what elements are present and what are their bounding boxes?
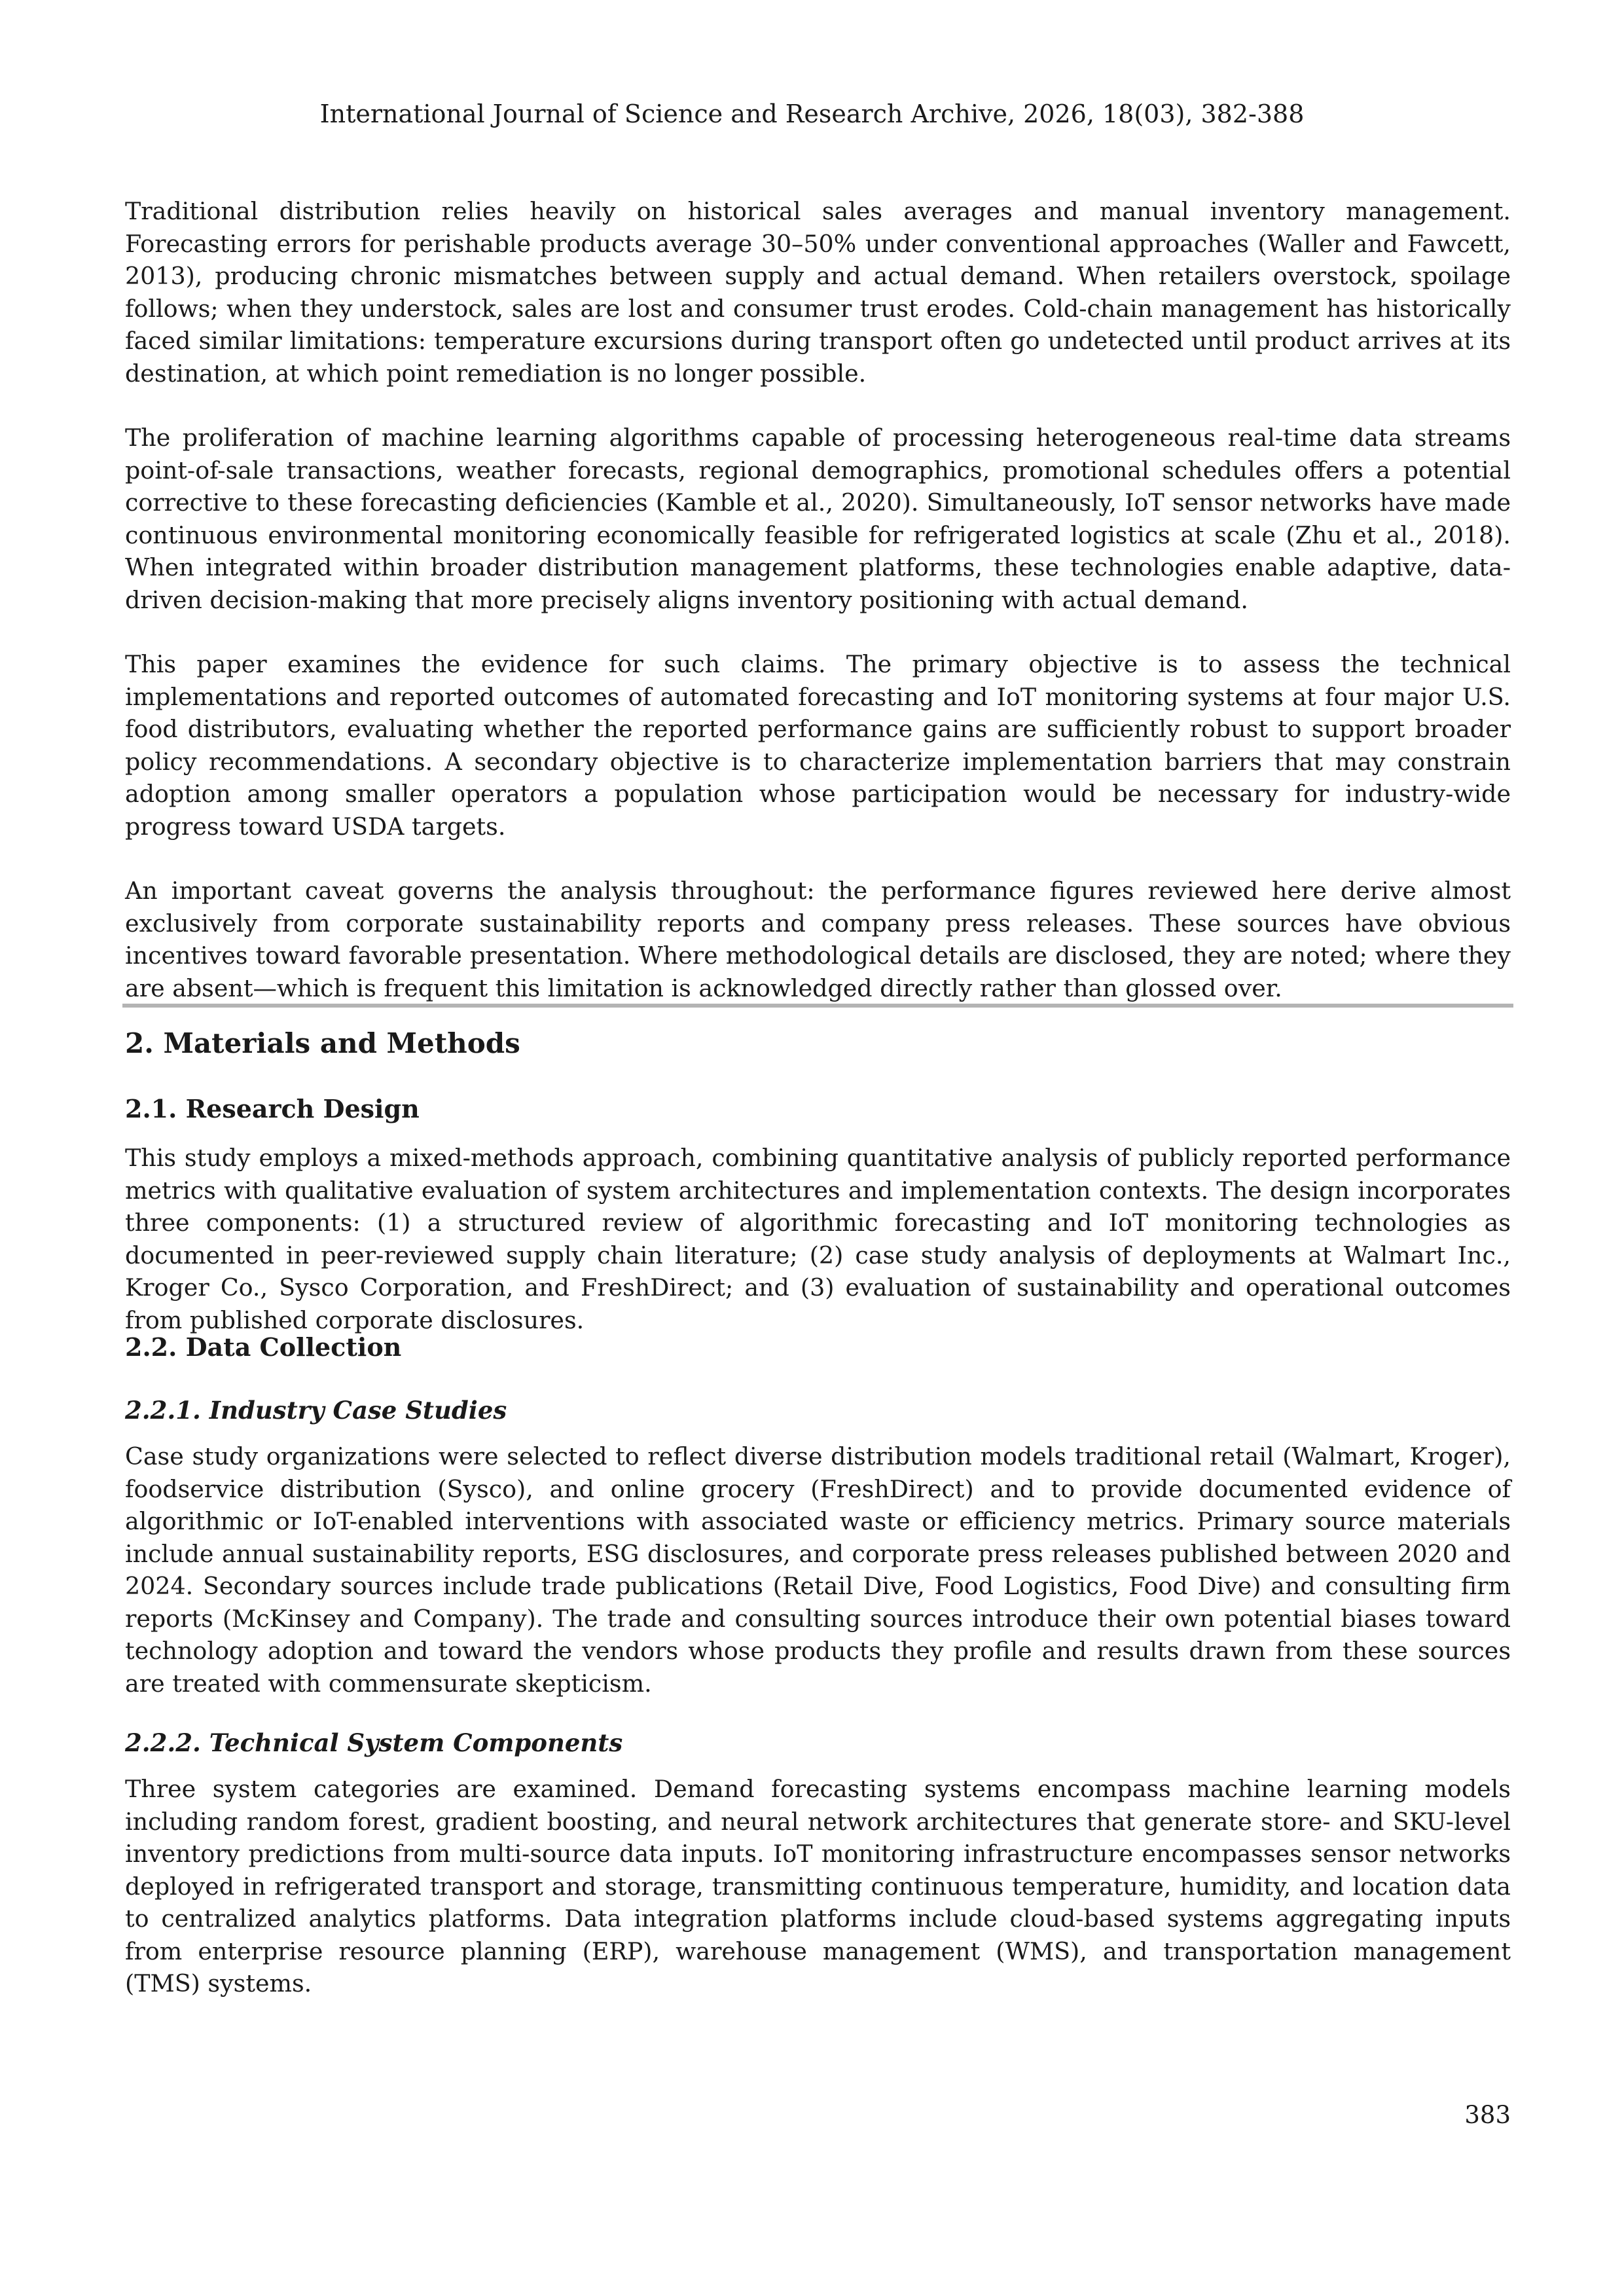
- intro-paragraph-1: Traditional distribution relies heavily on historical sales averages and manual inventory management. Forecasting errors for perishable products average 30–50% under conventional approaches (Waller and Fawcett, 2013), producing chronic mismatches between supply and actual demand. When retailers overstock, spoilage follows; when they understock, sales are lost and consumer trust erodes. Cold-chain management has historically faced similar limitations: temperature excursions during transport often go undetected until product arrives at its destination, at which point remediation is no longer possible.: [125, 197, 1511, 388]
- research-design-paragraph: This study employs a mixed-methods approach, combining quantitative analysis of publicly reported performance metrics with qualitative evaluation of system architectures and implementation contexts. The design incorporates three components: (1) a structured review of algorithmic forecasting and IoT monitoring technologies as documented in peer-reviewed supply chain literature; (2) case study analysis of deployments at Walmart Inc., Kroger Co., Sysco Corporation, and FreshDirect; and (3) evaluation of sustainability and operational outcomes from published corporate disclosures.: [125, 1144, 1511, 1334]
- subsubsection-heading-technical-system-components: 2.2.2. Technical System Components: [125, 1728, 623, 1757]
- research-design-body: [125, 1142, 1511, 1336]
- subsection-heading-research-design: 2.1. Research Design: [125, 1094, 420, 1123]
- intro-paragraph-3: This paper examines the evidence for such claims. The primary objective is to assess the technical implementations and reported outcomes of automated forecasting and IoT monitoring systems at four major U.S. food distributors, evaluating whether the reported performance gains are sufficiently robust to support broader policy recommendations. A secondary objective is to characterize implementation barriers that may constrain adoption among smaller operators a population whose participation would be necessary for industry-wide progress toward USDA targets.: [125, 650, 1511, 841]
- industry-case-studies-body: [125, 1440, 1511, 1700]
- intro-section: [125, 195, 1511, 1004]
- technical-system-components-body: [125, 1773, 1511, 2000]
- intro-paragraph-4: An important caveat governs the analysis throughout: the performance figures reviewed here derive almost exclusively from corporate sustainability reports and company press releases. These sources have obvious incentives toward favorable presentation. Where methodological details are disclosed, they are noted; where they are absent—which is frequent this limitation is acknowledged directly rather than glossed over.: [125, 877, 1511, 1002]
- industry-case-studies-paragraph: Case study organizations were selected to reflect diverse distribution models traditional retail (Walmart, Kroger), foodservice distribution (Sysco), and online grocery (FreshDirect) and to provide documented evidence of algorithmic or IoT-enabled interventions with associated waste or efficiency metrics. Primary source materials include annual sustainability reports, ESG disclosures, and corporate press releases published between 2020 and 2024. Secondary sources include trade publications (Retail Dive, Food Logistics, Food Dive) and consulting firm reports (McKinsey and Company). The trade and consulting sources introduce their own potential biases toward technology adoption and toward the vendors whose products they profile and results drawn from these sources are treated with commensurate skepticism.: [125, 1442, 1511, 1698]
- section-divider: [122, 1004, 1513, 1008]
- page-number: 383: [1464, 2101, 1511, 2129]
- section-heading-materials-methods: 2. Materials and Methods: [125, 1027, 520, 1059]
- intro-paragraph-2: The proliferation of machine learning algorithms capable of processing heterogeneous real-time data streams point-of-sale transactions, weather forecasts, regional demographics, promotional schedules offers a potential corrective to these forecasting deficiencies (Kamble et al., 2020). Simultaneously, IoT sensor networks have made continuous environmental monitoring economically feasible for refrigerated logistics at scale (Zhu et al., 2018). When integrated within broader distribution management platforms, these technologies enable adaptive, data-driven decision-making that more precisely aligns inventory positioning with actual demand.: [125, 424, 1511, 614]
- running-header: International Journal of Science and Research Archive, 2026, 18(03), 382-388: [319, 100, 1305, 128]
- technical-system-components-paragraph: Three system categories are examined. Demand forecasting systems encompass machine learning models including random forest, gradient boosting, and neural network architectures that generate store- and SKU-level inventory predictions from multi-source data inputs. IoT monitoring infrastructure encompasses sensor networks deployed in refrigerated transport and storage, transmitting continuous temperature, humidity, and location data to centralized analytics platforms. Data integration platforms include cloud-based systems aggregating inputs from enterprise resource planning (ERP), warehouse management (WMS), and transportation management (TMS) systems.: [125, 1775, 1511, 1997]
- subsubsection-heading-industry-case-studies: 2.2.1. Industry Case Studies: [125, 1396, 507, 1425]
- subsection-heading-data-collection: 2.2. Data Collection: [125, 1332, 402, 1362]
